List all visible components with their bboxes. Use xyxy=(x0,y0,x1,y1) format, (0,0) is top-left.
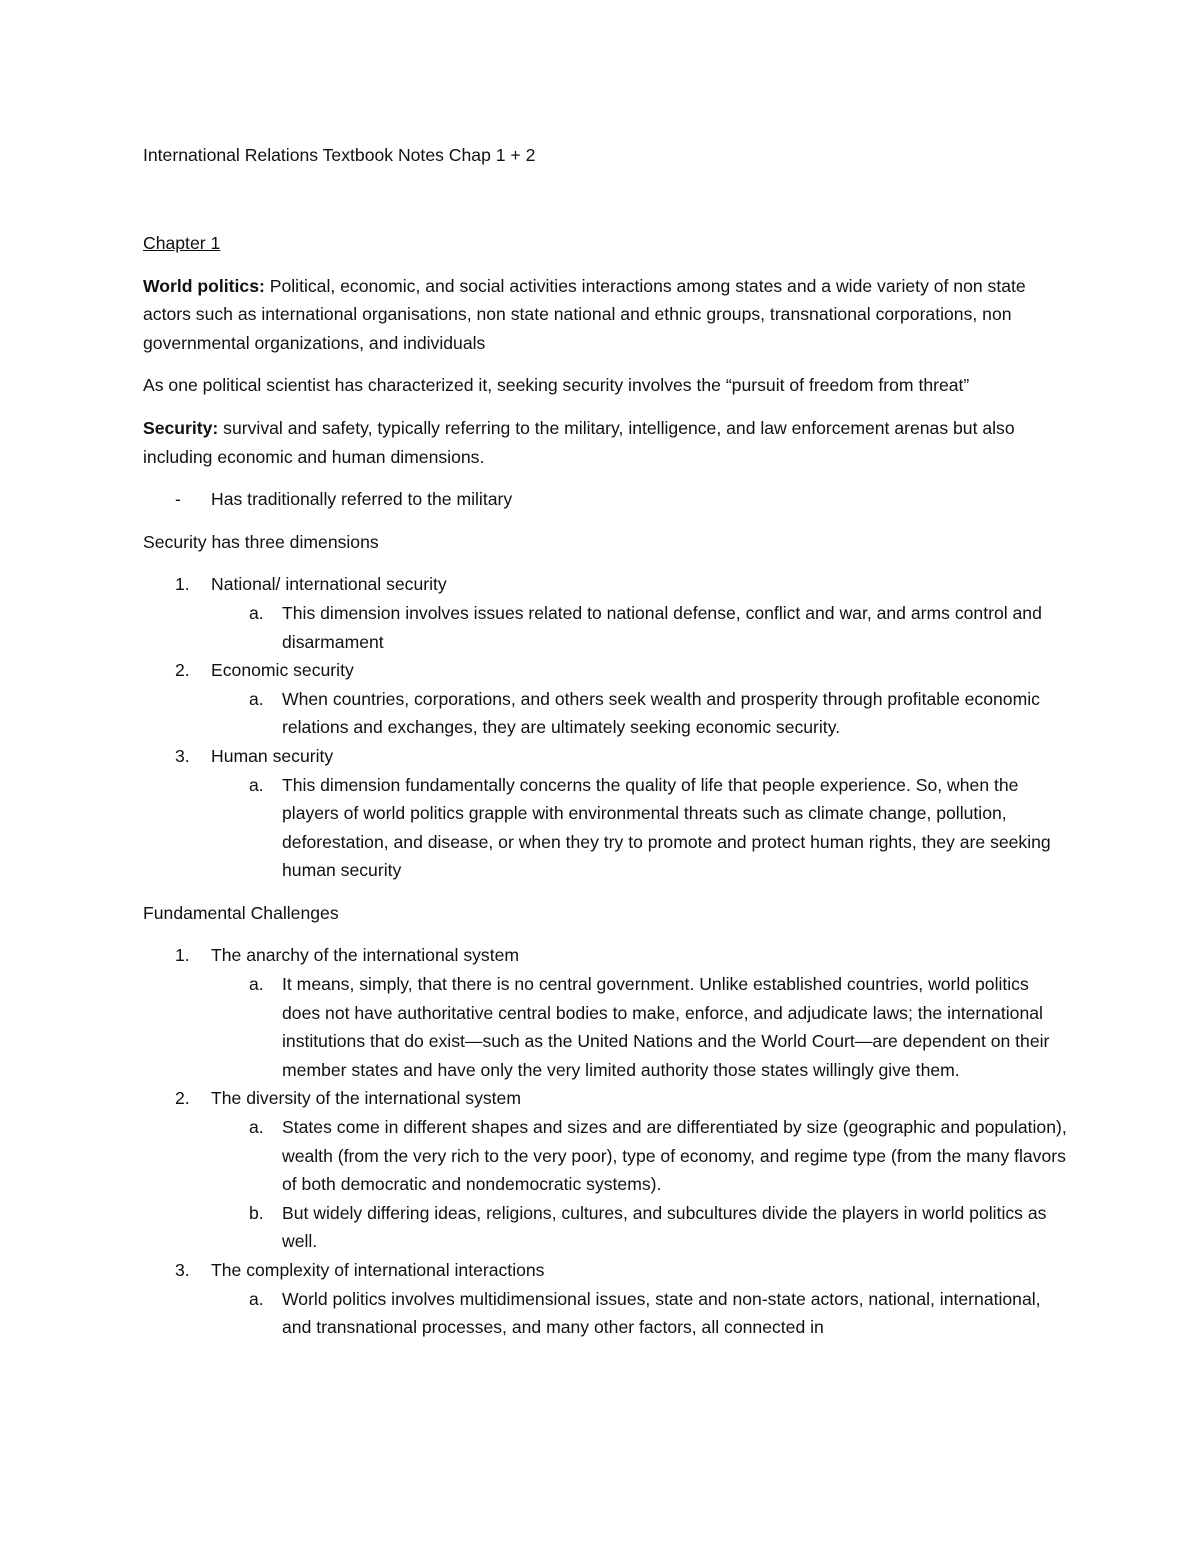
list-item-label: The complexity of international interactions xyxy=(211,1260,545,1280)
world-politics-term: World politics: xyxy=(143,275,265,296)
list-number: 2. xyxy=(175,660,190,681)
list-item xyxy=(143,941,1068,1084)
sub-list-item xyxy=(210,1199,1068,1256)
security-note-text: Has traditionally referred to the military xyxy=(211,489,513,510)
sub-list xyxy=(211,599,1068,656)
sub-list-item xyxy=(210,970,1068,1084)
sub-list-text: But widely differing ideas, religions, cultures, and subcultures divide the players in world politics as well. xyxy=(282,1202,1047,1252)
sub-list-item xyxy=(210,1285,1068,1342)
list-item-label: Human security xyxy=(211,745,334,766)
list-letter: a. xyxy=(249,1117,264,1138)
list-letter: a. xyxy=(249,602,264,623)
list-item-label: National/ international security xyxy=(211,574,447,595)
list-item xyxy=(143,656,1068,742)
sub-list-text: This dimension involves issues related to national defense, conflict and war, and arms control and disarmament xyxy=(282,602,1042,652)
sub-list-text: States come in different shapes and sizes and are differentiated by size (geographic and population), wealth (from the very rich to the very poor), type of economy, and regime type (from the many flavors of both democratic and nondemocratic systems). xyxy=(282,1117,1067,1195)
list-letter: a. xyxy=(249,774,264,795)
list-item xyxy=(143,742,1068,885)
list-number: 3. xyxy=(175,1260,190,1280)
sub-list-item xyxy=(210,599,1068,656)
sub-list xyxy=(211,1113,1068,1256)
list-letter: b. xyxy=(249,1202,264,1223)
list-number: 2. xyxy=(175,1088,190,1109)
sub-list-text: When countries, corporations, and others seek wealth and prosperity through profitable economic relations and exchanges, they are ultimately seeking economic security. xyxy=(282,688,1040,738)
dash-marker: - xyxy=(175,489,181,510)
world-politics-definition xyxy=(143,272,1068,358)
list-item xyxy=(143,1084,1068,1256)
document-page xyxy=(143,141,1068,1356)
list-item-label: Economic security xyxy=(211,660,354,681)
security-text: survival and safety, typically referring to the military, intelligence, and law enforcement arenas but also including economic and human dimensions. xyxy=(143,417,1015,467)
security-quote: As one political scientist has characterized it, seeking security involves the “pursuit of freedom from threat” xyxy=(143,375,970,396)
sub-list-text: World politics involves multidimensional issues, state and non-state actors, national, international, and transnational processes, and many other factors, all connected in xyxy=(282,1288,1041,1338)
list-letter: a. xyxy=(249,688,264,709)
list-letter: a. xyxy=(249,974,264,995)
challenges-list xyxy=(143,941,1068,1341)
list-item xyxy=(143,485,1068,514)
sub-list xyxy=(211,771,1068,885)
sub-list-text: This dimension fundamentally concerns the quality of life that people experience. So, when the players of world politics grapple with environmental threats such as climate change, pollution, deforestation, and disease, or when they try to promote and protect human rights, they are seeking human security xyxy=(282,774,1051,881)
sub-list-item xyxy=(210,771,1068,885)
list-letter: a. xyxy=(249,1288,264,1309)
chapter-heading: Chapter 1 xyxy=(143,233,221,253)
dimensions-heading: Security has three dimensions xyxy=(143,531,379,552)
dimensions-list xyxy=(143,570,1068,885)
list-item-label: The anarchy of the international system xyxy=(211,945,520,966)
list-number: 3. xyxy=(175,745,190,766)
list-item-label: The diversity of the international system xyxy=(211,1088,521,1109)
list-number: 1. xyxy=(175,574,190,595)
list-number: 1. xyxy=(175,945,190,966)
list-item xyxy=(143,570,1068,656)
list-item xyxy=(143,1256,1068,1342)
security-term: Security: xyxy=(143,417,219,438)
sub-list-text: It means, simply, that there is no central government. Unlike established countries, world politics does not have authoritative central bodies to make, enforce, and adjudicate laws; the international institutions that do exist—such as the United Nations and the World Court—are dependent on their member states and have only the very limited authority those states willingly give them. xyxy=(282,974,1050,1080)
sub-list-item xyxy=(210,1113,1068,1199)
security-note-list xyxy=(143,485,1068,514)
sub-list xyxy=(211,1285,1068,1342)
security-definition xyxy=(143,414,1068,471)
world-politics-text: Political, economic, and social activities interactions among states and a wide variety of non state actors such as international organisations, non state national and ethnic groups, transnational corporations, non governmental organizations, and individuals xyxy=(143,275,1026,353)
sub-list-item xyxy=(210,685,1068,742)
sub-list xyxy=(211,685,1068,742)
challenges-heading: Fundamental Challenges xyxy=(143,902,339,923)
document-title: International Relations Textbook Notes Chap 1 + 2 xyxy=(143,145,536,165)
sub-list xyxy=(211,970,1068,1084)
